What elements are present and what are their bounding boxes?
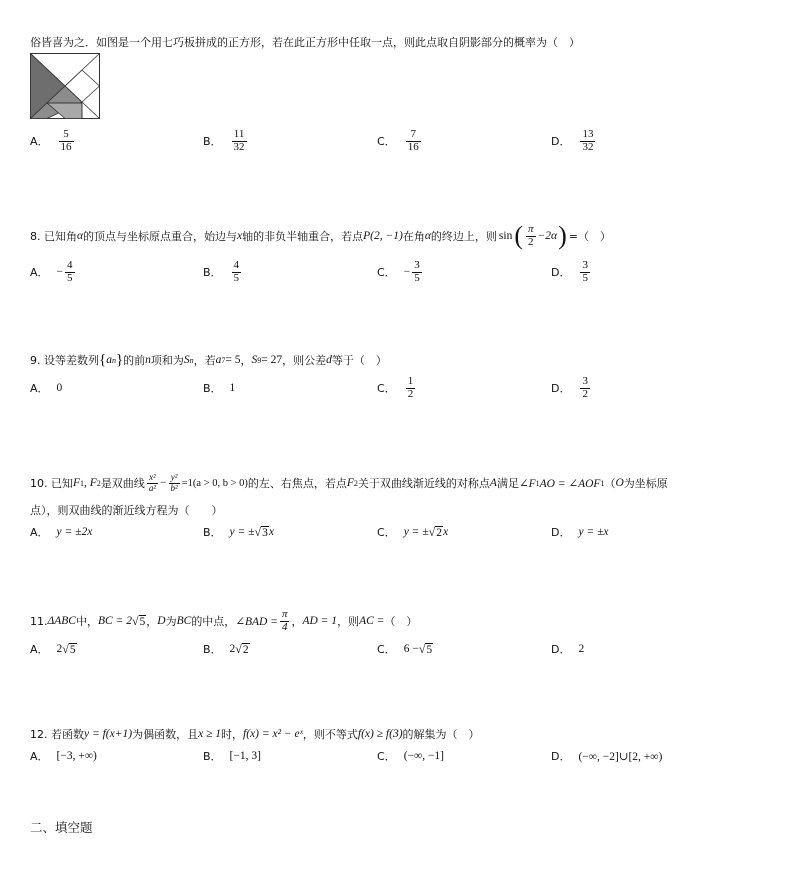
q12-option-b[interactable]: B． [−1, 3] [203,750,261,763]
q9-option-b[interactable]: B． 1 [203,382,236,395]
q10-option-c[interactable]: C． y = ± √ 2 x [377,524,449,539]
q10-stem: 10. 已知 F 1 , F 2 是双曲线 $\frac{\text{x²}}{\text{a²}}$ − $\frac{\text{y²}}{\text{b²}}$ =1(a > 0, b > 0) 的左、右焦点，若点 F 2 关于双曲线渐近线的对称点 A 满足 ∠F 1 AO = ∠AOF 1 （ O 为坐标原 [30,472,668,493]
q7-option-d[interactable]: D． $\frac{13}{32}$ [551,127,594,153]
q9-options [30,368,770,408]
q7-option-c[interactable]: C． $\frac{7}{16}$ [377,127,419,153]
section-heading-fill-in: 二、填空题 [30,820,93,835]
q9-option-d[interactable]: D． $\frac{3}{2}$ [551,374,588,400]
q12-stem: 12. 若函数 y = f(x+1) 为偶函数，且 x ≥ 1 时， f(x) = x² − eˣ ，则不等式 f(x) ≥ f(3) 的解集为（ ） [30,728,480,741]
q7-stem: 俗皆喜为之．如图是一个用七巧板拼成的正方形，若在此正方形中任取一点，则此点取自阴影部分的概率为（ ） [30,36,580,49]
q8-options [30,252,770,292]
q8-stem: 8. 已知角 α 的顶点与坐标原点重合，始边与 x 轴的非负半轴重合，若点 P(2, −1) 在角 α 的终边上，则 sin ( $\frac{\pi}{2}$ −2α ) =（ ） [30,221,611,250]
q10-options [30,512,770,552]
q7-option-a[interactable]: A． $\frac{5}{16}$ [30,127,72,153]
q7-options [30,121,770,161]
tangram-figure [30,53,100,119]
q8-option-a[interactable]: A． − $\frac{4}{5}$ [30,258,73,284]
q9-option-c[interactable]: C． $\frac{1}{2}$ [377,374,414,400]
q11-option-a[interactable]: A． 2 √ 5 [30,641,76,656]
q11-stem: 11. ΔABC 中， BC = 2 √ 5 ， D 为 BC 的中点， ∠BAD = $\frac{\pi}{4}$ ， AD = 1 ，则 AC = （ ） [30,607,418,633]
q12-options [30,736,770,776]
q10-option-a[interactable]: A． y = ±2x [30,526,93,539]
q9-option-a[interactable]: A． 0 [30,382,63,395]
q10-option-b[interactable]: B． y = ± √ 3 x [203,524,274,539]
q11-option-c[interactable]: C． 6 − √ 5 [377,641,433,656]
q10-option-d[interactable]: D． y = ±x [551,526,609,539]
q12-option-c[interactable]: C． (−∞, −1] [377,750,445,763]
q8-option-c[interactable]: C． − $\frac{3}{5}$ [377,258,420,284]
q12-option-a[interactable]: A． [−3, +∞) [30,750,97,763]
q11-options [30,629,770,669]
q11-option-b[interactable]: B． 2 √ 2 [203,641,249,656]
q7-option-b[interactable]: B． $\frac{11}{32}$ [203,127,245,153]
q8-option-d[interactable]: D． $\frac{3}{5}$ [551,258,588,284]
q10-stem-line2: 点），则双曲线的渐近线方程为（ ） [30,504,223,517]
q12-option-d[interactable]: D． (−∞, −2]∪[2, +∞) [551,750,663,763]
q11-option-d[interactable]: D． 2 [551,643,585,656]
q8-option-b[interactable]: B． $\frac{4}{5}$ [203,258,240,284]
q9-stem: 9. 设等差数列 { a n } 的前 n 项和为 S n ，若 a 7 = 5 ， S 9 = 27 ，则公差 d 等于（ ） [30,351,387,368]
